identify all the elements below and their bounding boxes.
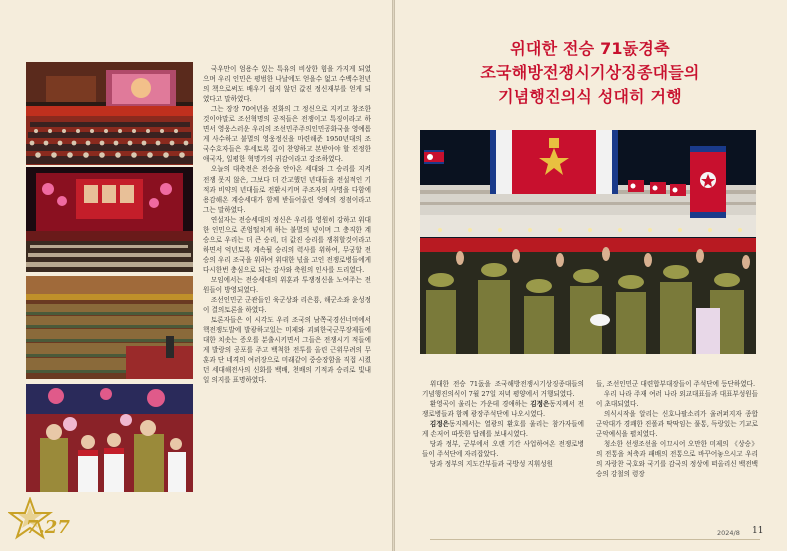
- text-span: 동지께서 전쟁로병들과 함께 광장주석단에 나오시였다.: [422, 400, 584, 419]
- paragraph: [422, 419, 584, 439]
- right-article-column-1: [422, 379, 584, 499]
- paragraph: 국우만이 엄용수 있는 특유의 비상한 힘을 가지게 되였으며 우리 인민은 평범한 나날에도 얻을수 없고 수백수천년의 책으로써도 배우기 쉽지 않던 값진 정신재부를 얻게 되였다고 말하였다.: [203, 65, 371, 104]
- paragraph: 당과 정부의 지도간부들과 국방성 지휘성원: [429, 460, 553, 469]
- paragraph: 우리 나라 주재 여러 나라 외교대표들과 대표부성원들이 초대되였다.: [596, 390, 758, 409]
- paragraph: 위대한 전승 71돐을 조국해방전쟁시기상징종대들의 기념행진의식이 7월 27일 저녁 평양에서 거행되였다.: [422, 380, 584, 399]
- paragraph: 그는 장장 70여년을 진화의 그 정신으로 지키고 창조한것이야말로 조선혁명의 공적들은 전쟁이고 특징이라고 하면서 영웅스러운 우리의 조선민주주의인민공화국을 영예롭게 사수하고 불멸의 영웅정신을 마련해준 1950년대의 조국수호자들은 후세토록 길이 찬양하고 본받아야 할 진정한 애국자, 일평한 혁명가의 귀감이라고 강조하였다.: [203, 105, 371, 164]
- photo-audience: [26, 276, 193, 379]
- photo-veterans-children: [26, 384, 193, 492]
- paragraph: 조선인민군 군관들인 육군상좌 리은룡, 해군소좌 윤성정이 결의토론을 하였다.: [203, 296, 371, 315]
- paragraph: [422, 399, 584, 419]
- right-article-column-2: [596, 379, 758, 499]
- title-line-3: 기념행진의식 성대히 거행: [498, 87, 682, 106]
- title-line-1: 위대한 전승 71돐경축: [510, 39, 670, 58]
- paragraph: 의식시작을 알리는 신호나팔소리가 울려퍼지자 종합군악대가 경쾌한 진폴과 딱딱임는 풀통, 득랑있는 기교로 군악예식을 펼치였다.: [596, 410, 758, 439]
- photo-hall-stage: [26, 62, 193, 165]
- paragraph: 청소한 선생조선을 이끄시어 오만한 미제의 《상승》의 전통을 처축과 패배의 전통으로 바꾸어놓으시고 우리의 자랑찬 국호와 국기를 감국의 정상에 떠올리신 백전백승의 강철의 령장: [596, 440, 758, 479]
- paragraph: 들, 조선인민군 대련합부대장들이 주석단에 등단하였다.: [596, 380, 756, 388]
- photo-stage-portraits: [26, 167, 193, 272]
- text-span: 동지께서는 열광의 환호를 울리는 참가자들에게 손저어 따뜻한 답례를 보내시였다.: [422, 420, 584, 439]
- footer-rule: [430, 539, 760, 540]
- issue-date: 2024/8: [717, 529, 740, 537]
- star-icon: [8, 497, 70, 543]
- highlighted-name: 김정은: [429, 420, 450, 429]
- logo-text: 7.27: [26, 517, 70, 538]
- main-photo-ceremony: [420, 130, 756, 354]
- left-article-column: [203, 64, 371, 496]
- logo-727: [8, 497, 70, 543]
- paragraph: 모임에서는 전승세대의 위훈과 투쟁정신을 노여주는 전원들이 방영되였다.: [203, 275, 371, 295]
- title-line-2: 조국해방전쟁시기상징종대들의: [480, 63, 700, 82]
- paragraph: 토론자들은 이 시각도 우리 조국의 남쪽국경선너머에서 핵전쟁도발에 발광하고있는 미제와 괴뢰한국군무장제들에 대한 치솟는 증오를 분출시키면서 그들은 전쟁시기 적들에게 발랑의 공포를 주고 백척한 전투를 올린 근위무려의 무훈과 단 네격의 여러장으로 미래같이 중승장함을 직접 시켰던 세대해전사의 신화를 백배, 천배의 기적과 승리로 빛내일 의지를 표명하였다.: [203, 316, 371, 385]
- article-title: [415, 37, 765, 109]
- text-span: 환영곡이 울리는 가운데 경애하는: [429, 400, 531, 409]
- paragraph: 오늘의 대축전은 전승을 안아온 세대와 그 승리를 지켜 전쟁 못지 않은, 그보다 더 간고했던 년대들을 전설적인 기적과 비약의 년대들로 전환시키며 주조자의 사명을 다함에 용감해온 계승세대가 함께 받들어올린 영예의 정점이라고 그는 말하였다.: [203, 165, 371, 214]
- paragraph: 연설자는 전승세대의 정신은 우리를 영원히 강하고 위대한 인민으로 존엄떨치게 하는 불멸의 넋이며 그 충직한 계승으로 우리는 더 큰 승리, 더 값진 승리를 쟁취할것이라고 하면서 억년토록 계속될 승리의 력사를 위하여, 무궁할 전승의 우리 조국을 위하여 위대한 넋을 고인 전쟁로병들에게 다시한번 충심으로 되는 감사와 축원의 인사를 드리였다.: [203, 215, 371, 274]
- page-number: 11: [752, 526, 764, 536]
- highlighted-name: 김정은: [530, 400, 550, 409]
- paragraph: 당과 정부, 군부에서 오랜 기간 사업하여온 전쟁로병들이 주석단에 자리잡았다.: [422, 440, 584, 459]
